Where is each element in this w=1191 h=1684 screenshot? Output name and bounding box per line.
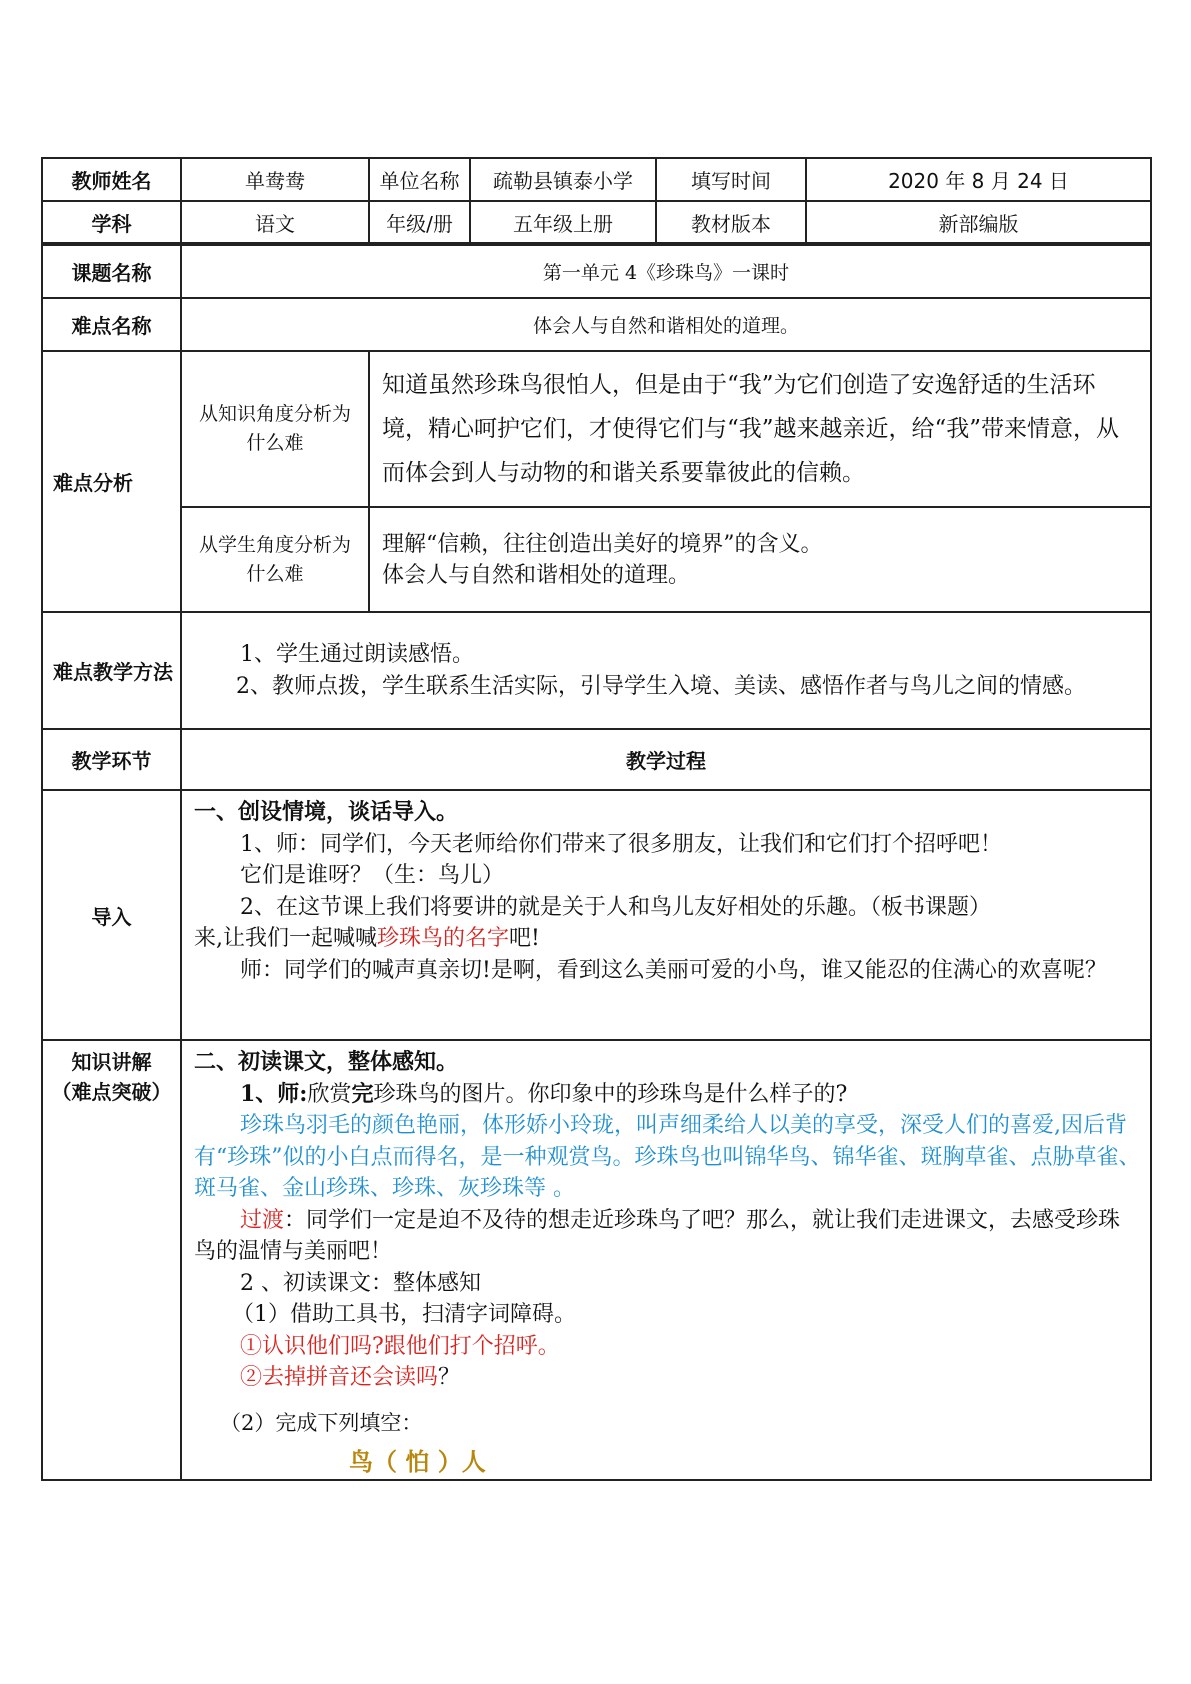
knowledge-line-6: （2）完成下列填空： (220, 1410, 423, 1435)
knowledge-line-1-c: 完 (351, 1080, 374, 1107)
analysis-row-2 (42, 507, 1151, 612)
method-text (181, 612, 1151, 729)
process-header-row (42, 729, 1151, 790)
method-line-2: 2、教师点拨，学生联系生活实际，引导学生入境、美读、感悟作者与鸟儿之间的情感。 (236, 673, 1086, 699)
intro-row (42, 790, 1151, 1040)
method-label: 难点教学方法 (42, 612, 181, 729)
knowledge-label-2: （难点突破） (51, 1080, 172, 1104)
knowledge-angle-label: 从知识角度分析为什么难 (181, 351, 369, 507)
grade-label: 年级/册 (369, 201, 470, 244)
transition-text: ：同学们一定是迫不及待的想走近珍珠鸟了吧？那么，就让我们走进课文，去感受珍珠鸟的温情与美丽吧！ (194, 1207, 1121, 1264)
intro-heading: 一、创设情境，谈话导入。 (194, 799, 459, 825)
transition-line (194, 1205, 1142, 1268)
topic-row (42, 244, 1151, 298)
bird-name-highlight: 珍珠鸟的名字 (377, 926, 510, 951)
unit-label: 单位名称 (369, 158, 470, 201)
topic-value: 第一单元 4《珍珠鸟》一课时 (181, 244, 1151, 298)
knowledge-line-1 (194, 1079, 1142, 1111)
intro-line-1: 1、师：同学们，今天老师给你们带来了很多朋友，让我们和它们打个招呼吧！ (240, 831, 1002, 857)
knowledge-content (181, 1040, 1151, 1480)
stage-header: 教学环节 (42, 729, 181, 790)
intro-line-3: 2、在这节课上我们将要讲的就是关于人和鸟儿友好相处的乐趣。（板书课题） (240, 894, 991, 920)
edition-value: 新部编版 (806, 201, 1151, 244)
header-row-1 (42, 158, 1151, 201)
header-row-2 (42, 201, 1151, 244)
knowledge-line-5-a: ②去掉拼音还会读吗 (240, 1365, 439, 1390)
teacher-label: 教师姓名 (42, 158, 181, 201)
teacher-value: 单鸯鸯 (181, 158, 369, 201)
knowledge-line-1-d: 珍珠鸟的图片。你印象中的珍珠鸟是什么样子的? (373, 1081, 848, 1107)
lesson-plan-table (41, 157, 1152, 1481)
date-label: 填写时间 (656, 158, 806, 201)
difficulty-row (42, 298, 1151, 351)
knowledge-label (42, 1040, 181, 1480)
knowledge-line-2: 2 、初读课文：整体感知 (240, 1270, 481, 1296)
knowledge-line-4: ①认识他们吗?跟他们打个招呼。 (240, 1333, 560, 1359)
topic-label: 课题名称 (42, 244, 181, 298)
knowledge-row (42, 1040, 1151, 1480)
intro-line-4-c: 吧! (509, 926, 540, 951)
student-angle-line-1: 理解“信赖，往往创造出美好的境界”的含义。 (382, 531, 823, 557)
knowledge-line-1-a: 1、师: (240, 1080, 308, 1107)
student-angle-text (369, 507, 1151, 612)
subject-value: 语文 (181, 201, 369, 244)
intro-line-5: 师：同学们的喊声真亲切!是啊，看到这么美丽可爱的小鸟，谁又能忍的住满心的欢喜呢？ (240, 957, 1107, 983)
unit-value: 疏勒县镇泰小学 (470, 158, 656, 201)
fill-in-blank: 鸟（ 怕 ）人 (349, 1448, 486, 1476)
intro-label: 导入 (42, 790, 181, 1040)
student-angle-line-2: 体会人与自然和谐相处的道理。 (382, 562, 691, 588)
knowledge-line-5 (194, 1362, 1142, 1394)
method-line-1: 1、学生通过朗读感悟。 (240, 641, 474, 667)
intro-line-4 (194, 923, 1142, 955)
edition-label: 教材版本 (656, 201, 806, 244)
knowledge-line-1-b: 欣赏 (307, 1081, 352, 1107)
knowledge-angle-text: 知道虽然珍珠鸟很怕人，但是由于“我”为它们创造了安逸舒适的生活环境，精心呵护它们，才使得它们与“我”越来越亲近，给“我”带来情意，从而体会到人与动物的和谐关系要靠彼此的信赖。 (369, 351, 1151, 507)
knowledge-line-3: （1）借助工具书，扫清字词障碍。 (232, 1302, 576, 1327)
intro-line-4-a: 来,让我们一起喊喊 (194, 926, 377, 951)
analysis-label: 难点分析 (42, 351, 181, 612)
difficulty-label: 难点名称 (42, 298, 181, 351)
date-value: 2020 年 8 月 24 日 (806, 158, 1151, 201)
knowledge-label-1: 知识讲解 (71, 1050, 152, 1074)
method-row (42, 612, 1151, 729)
transition-label: 过渡 (240, 1207, 285, 1233)
knowledge-heading: 二、初读课文，整体感知。 (194, 1049, 459, 1075)
bird-description: 珍珠鸟羽毛的颜色艳丽，体形娇小玲珑，叫声细柔给人以美的享受，深受人们的喜爱,因后背有“珍珠”似的小白点而得名，是一种观赏鸟。珍珠鸟也叫锦华鸟、锦华雀、斑胸草雀、点胁草雀、斑马雀、金山珍珠、珍珠、灰珍珠等 。 (194, 1113, 1141, 1201)
grade-value: 五年级上册 (470, 201, 656, 244)
student-angle-label: 从学生角度分析为什么难 (181, 507, 369, 612)
knowledge-line-5-b: ？ (438, 1365, 461, 1390)
difficulty-value: 体会人与自然和谐相处的道理。 (181, 298, 1151, 351)
intro-line-2: 它们是谁呀？（生：鸟儿） (240, 863, 505, 888)
process-header: 教学过程 (181, 729, 1151, 790)
subject-label: 学科 (42, 201, 181, 244)
intro-content (181, 790, 1151, 1040)
analysis-row-1 (42, 351, 1151, 507)
